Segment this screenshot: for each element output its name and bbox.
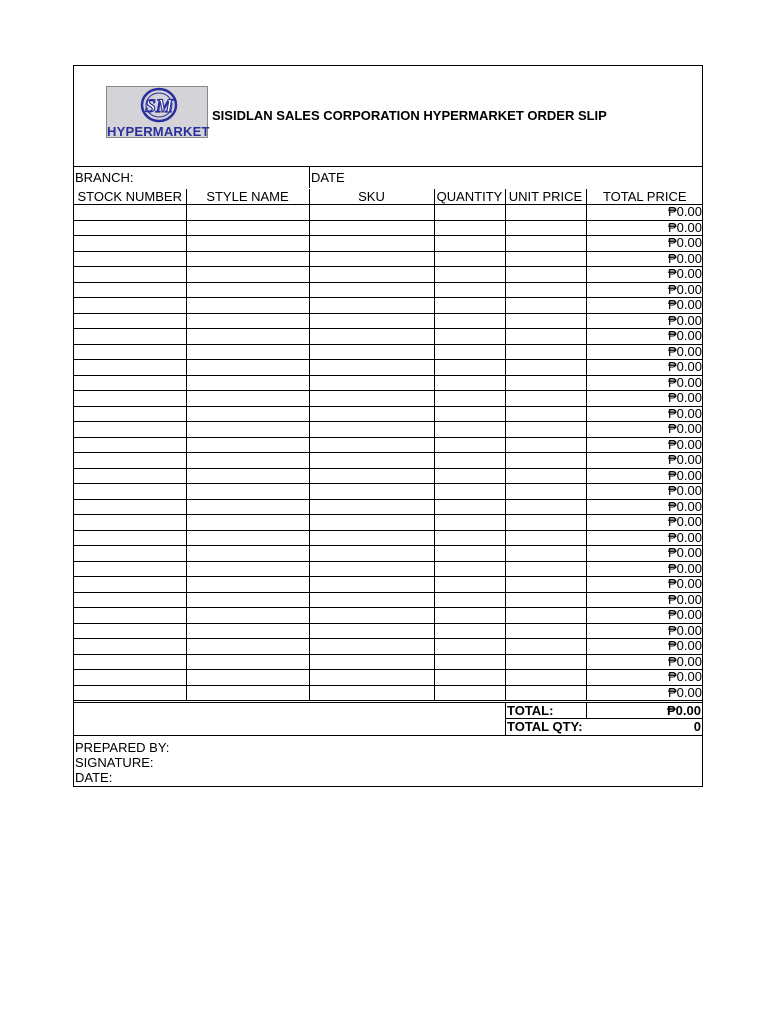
sku-cell[interactable] [309, 530, 434, 546]
stock-number-cell[interactable] [74, 422, 186, 438]
table-row [74, 267, 703, 283]
stock-number-cell[interactable] [74, 546, 186, 562]
quantity-cell[interactable] [434, 561, 505, 577]
stock-number-cell[interactable] [74, 251, 186, 267]
quantity-cell[interactable] [434, 267, 505, 283]
table-row [74, 468, 703, 484]
sku-cell[interactable] [309, 282, 434, 298]
sku-cell[interactable] [309, 499, 434, 515]
stock-number-cell[interactable] [74, 360, 186, 376]
sm-hypermarket-logo [106, 86, 208, 138]
sm-monogram-icon [139, 87, 179, 125]
table-row [74, 515, 703, 531]
total-price-cell: ₱0.00 [586, 313, 703, 329]
style-name-cell[interactable] [186, 515, 309, 531]
quantity-cell[interactable] [434, 623, 505, 639]
style-name-cell[interactable] [186, 592, 309, 608]
total-price-cell: ₱0.00 [586, 236, 703, 252]
sku-cell[interactable] [309, 468, 434, 484]
table-row [74, 623, 703, 639]
prepared-by-label: PREPARED BY: [75, 740, 170, 755]
unit-price-cell[interactable] [505, 360, 586, 376]
table-row [74, 251, 703, 267]
total-price-cell: ₱0.00 [586, 282, 703, 298]
table-row [74, 313, 703, 329]
total-price-cell: ₱0.00 [586, 623, 703, 639]
table-row [74, 236, 703, 252]
style-name-cell[interactable] [186, 236, 309, 252]
sku-cell[interactable] [309, 313, 434, 329]
quantity-cell[interactable] [434, 251, 505, 267]
table-row [74, 344, 703, 360]
stock-number-cell[interactable] [74, 267, 186, 283]
total-price-cell: ₱0.00 [586, 298, 703, 314]
unit-price-cell[interactable] [505, 654, 586, 670]
total-qty-line [506, 719, 702, 734]
total-price-cell: ₱0.00 [586, 670, 703, 686]
style-name-cell[interactable] [186, 422, 309, 438]
total-price-cell: ₱0.00 [586, 515, 703, 531]
stock-number-cell[interactable] [74, 592, 186, 608]
quantity-cell[interactable] [434, 298, 505, 314]
unit-price-cell[interactable] [505, 685, 586, 701]
stock-number-cell[interactable] [74, 236, 186, 252]
quantity-cell[interactable] [434, 608, 505, 624]
sku-cell[interactable] [309, 391, 434, 407]
sku-cell[interactable] [309, 375, 434, 391]
unit-price-cell[interactable] [505, 608, 586, 624]
stock-number-cell[interactable] [74, 608, 186, 624]
unit-price-cell[interactable] [505, 282, 586, 298]
total-price-cell: ₱0.00 [586, 592, 703, 608]
sku-cell[interactable] [309, 422, 434, 438]
table-row [74, 577, 703, 593]
page-title: SISIDLAN SALES CORPORATION HYPERMARKET ORDER SLIP [212, 108, 607, 123]
quantity-cell[interactable] [434, 220, 505, 236]
col-header-total-price: TOTAL PRICE [586, 189, 703, 205]
unit-price-cell[interactable] [505, 220, 586, 236]
stock-number-cell[interactable] [74, 484, 186, 500]
unit-price-cell[interactable] [505, 329, 586, 345]
sku-cell[interactable] [309, 329, 434, 345]
logo-monogram: SM [145, 96, 173, 117]
stock-number-cell[interactable] [74, 577, 186, 593]
style-name-cell[interactable] [186, 329, 309, 345]
stock-number-cell[interactable] [74, 685, 186, 701]
total-price-cell: ₱0.00 [586, 360, 703, 376]
total-price-cell: ₱0.00 [586, 499, 703, 515]
stock-number-cell[interactable] [74, 391, 186, 407]
logo-text: HYPERMARKET [107, 124, 210, 139]
sku-cell[interactable] [309, 437, 434, 453]
sku-cell[interactable] [309, 205, 434, 221]
total-price-cell: ₱0.00 [586, 344, 703, 360]
total-price-cell: ₱0.00 [586, 685, 703, 701]
table-row [74, 375, 703, 391]
quantity-cell[interactable] [434, 453, 505, 469]
quantity-cell[interactable] [434, 515, 505, 531]
table-row [74, 391, 703, 407]
total-price-cell: ₱0.00 [586, 375, 703, 391]
table-header-row [74, 189, 703, 205]
table-row [74, 685, 703, 701]
unit-price-cell[interactable] [505, 236, 586, 252]
total-price-cell: ₱0.00 [586, 267, 703, 283]
stock-number-cell[interactable] [74, 298, 186, 314]
unit-price-cell[interactable] [505, 561, 586, 577]
sku-cell[interactable] [309, 360, 434, 376]
unit-price-cell[interactable] [505, 298, 586, 314]
quantity-cell[interactable] [434, 685, 505, 701]
unit-price-cell[interactable] [505, 422, 586, 438]
stock-number-cell[interactable] [74, 313, 186, 329]
unit-price-cell[interactable] [505, 530, 586, 546]
stock-number-cell[interactable] [74, 530, 186, 546]
stock-number-cell[interactable] [74, 654, 186, 670]
style-name-cell[interactable] [186, 685, 309, 701]
order-table [74, 189, 703, 701]
table-row [74, 406, 703, 422]
stock-number-cell[interactable] [74, 375, 186, 391]
quantity-cell[interactable] [434, 484, 505, 500]
quantity-cell[interactable] [434, 499, 505, 515]
table-row [74, 422, 703, 438]
sku-cell[interactable] [309, 251, 434, 267]
col-header-unit-price: UNIT PRICE [505, 189, 586, 205]
style-name-cell[interactable] [186, 267, 309, 283]
col-header-sku: SKU [309, 189, 434, 205]
unit-price-cell[interactable] [505, 205, 586, 221]
stock-number-cell[interactable] [74, 639, 186, 655]
style-name-cell[interactable] [186, 391, 309, 407]
unit-price-cell[interactable] [505, 251, 586, 267]
quantity-cell[interactable] [434, 422, 505, 438]
unit-price-cell[interactable] [505, 499, 586, 515]
table-row [74, 654, 703, 670]
signature-label: SIGNATURE: [75, 755, 154, 770]
quantity-cell[interactable] [434, 670, 505, 686]
total-price-cell: ₱0.00 [586, 608, 703, 624]
total-value: ₱0.00 [667, 703, 701, 718]
total-price-cell: ₱0.00 [586, 205, 703, 221]
total-price-cell: ₱0.00 [586, 437, 703, 453]
sku-cell[interactable] [309, 592, 434, 608]
stock-number-cell[interactable] [74, 282, 186, 298]
total-price-cell: ₱0.00 [586, 453, 703, 469]
style-name-cell[interactable] [186, 577, 309, 593]
unit-price-cell[interactable] [505, 515, 586, 531]
style-name-cell[interactable] [186, 437, 309, 453]
table-row [74, 220, 703, 236]
quantity-cell[interactable] [434, 313, 505, 329]
style-name-cell[interactable] [186, 360, 309, 376]
total-price-cell: ₱0.00 [586, 251, 703, 267]
sku-cell[interactable] [309, 220, 434, 236]
total-qty-value: 0 [693, 719, 701, 734]
quantity-cell[interactable] [434, 468, 505, 484]
total-price-cell: ₱0.00 [586, 468, 703, 484]
style-name-cell[interactable] [186, 313, 309, 329]
total-price-cell: ₱0.00 [586, 530, 703, 546]
style-name-cell[interactable] [186, 530, 309, 546]
unit-price-cell[interactable] [505, 391, 586, 407]
stock-number-cell[interactable] [74, 220, 186, 236]
style-name-cell[interactable] [186, 375, 309, 391]
quantity-cell[interactable] [434, 437, 505, 453]
sku-cell[interactable] [309, 685, 434, 701]
unit-price-cell[interactable] [505, 344, 586, 360]
table-row [74, 608, 703, 624]
unit-price-cell[interactable] [505, 592, 586, 608]
style-name-cell[interactable] [186, 251, 309, 267]
total-price-cell: ₱0.00 [586, 639, 703, 655]
total-price-cell: ₱0.00 [586, 654, 703, 670]
total-price-cell: ₱0.00 [586, 329, 703, 345]
stock-number-cell[interactable] [74, 205, 186, 221]
style-name-cell[interactable] [186, 639, 309, 655]
sku-cell[interactable] [309, 608, 434, 624]
sku-cell[interactable] [309, 267, 434, 283]
branch-date-row [74, 167, 702, 188]
footer-date-label: DATE: [75, 770, 113, 785]
total-price-cell: ₱0.00 [586, 546, 703, 562]
sku-cell[interactable] [309, 623, 434, 639]
style-name-cell[interactable] [186, 453, 309, 469]
total-price-cell: ₱0.00 [586, 220, 703, 236]
total-price-cell: ₱0.00 [586, 561, 703, 577]
table-row [74, 282, 703, 298]
unit-price-cell[interactable] [505, 546, 586, 562]
stock-number-cell[interactable] [74, 561, 186, 577]
unit-price-cell[interactable] [505, 375, 586, 391]
sku-cell[interactable] [309, 298, 434, 314]
total-price-cell: ₱0.00 [586, 406, 703, 422]
total-label: TOTAL: [507, 703, 554, 718]
sku-cell[interactable] [309, 577, 434, 593]
quantity-cell[interactable] [434, 236, 505, 252]
sku-cell[interactable] [309, 670, 434, 686]
col-header-quantity: QUANTITY [434, 189, 505, 205]
table-row [74, 360, 703, 376]
style-name-cell[interactable] [186, 654, 309, 670]
unit-price-cell[interactable] [505, 468, 586, 484]
table-row [74, 499, 703, 515]
col-header-stock-number: STOCK NUMBER [74, 189, 186, 205]
order-table-body [74, 205, 703, 701]
branch-label: BRANCH: [75, 170, 134, 185]
stock-number-cell[interactable] [74, 499, 186, 515]
stock-number-cell[interactable] [74, 437, 186, 453]
sku-cell[interactable] [309, 453, 434, 469]
sku-cell[interactable] [309, 484, 434, 500]
table-row [74, 484, 703, 500]
unit-price-cell[interactable] [505, 406, 586, 422]
sku-cell[interactable] [309, 546, 434, 562]
table-row [74, 561, 703, 577]
stock-number-cell[interactable] [74, 670, 186, 686]
stock-number-cell[interactable] [74, 344, 186, 360]
style-name-cell[interactable] [186, 282, 309, 298]
quantity-cell[interactable] [434, 360, 505, 376]
style-name-cell[interactable] [186, 561, 309, 577]
sku-cell[interactable] [309, 344, 434, 360]
style-name-cell[interactable] [186, 484, 309, 500]
style-name-cell[interactable] [186, 406, 309, 422]
unit-price-cell[interactable] [505, 577, 586, 593]
table-row [74, 453, 703, 469]
table-row [74, 670, 703, 686]
style-name-cell[interactable] [186, 220, 309, 236]
stock-number-cell[interactable] [74, 453, 186, 469]
stock-number-cell[interactable] [74, 468, 186, 484]
unit-price-cell[interactable] [505, 453, 586, 469]
quantity-cell[interactable] [434, 406, 505, 422]
unit-price-cell[interactable] [505, 639, 586, 655]
total-price-cell: ₱0.00 [586, 391, 703, 407]
table-row [74, 546, 703, 562]
date-label: DATE [311, 170, 345, 185]
sku-cell[interactable] [309, 406, 434, 422]
table-row [74, 298, 703, 314]
stock-number-cell[interactable] [74, 329, 186, 345]
style-name-cell[interactable] [186, 468, 309, 484]
style-name-cell[interactable] [186, 499, 309, 515]
style-name-cell[interactable] [186, 623, 309, 639]
quantity-cell[interactable] [434, 282, 505, 298]
total-qty-label: TOTAL QTY: [507, 719, 583, 734]
quantity-cell[interactable] [434, 329, 505, 345]
col-header-style-name: STYLE NAME [186, 189, 309, 205]
sku-cell[interactable] [309, 561, 434, 577]
branch-date-divider [309, 167, 310, 188]
stock-number-cell[interactable] [74, 406, 186, 422]
quantity-cell[interactable] [434, 530, 505, 546]
totals-section [74, 702, 702, 736]
quantity-cell[interactable] [434, 391, 505, 407]
quantity-cell[interactable] [434, 592, 505, 608]
sku-cell[interactable] [309, 639, 434, 655]
sku-cell[interactable] [309, 654, 434, 670]
style-name-cell[interactable] [186, 205, 309, 221]
table-row [74, 437, 703, 453]
quantity-cell[interactable] [434, 375, 505, 391]
total-line [506, 703, 702, 719]
quantity-cell[interactable] [434, 577, 505, 593]
total-price-cell: ₱0.00 [586, 422, 703, 438]
unit-price-cell[interactable] [505, 484, 586, 500]
quantity-cell[interactable] [434, 546, 505, 562]
unit-price-cell[interactable] [505, 670, 586, 686]
quantity-cell[interactable] [434, 344, 505, 360]
stock-number-cell[interactable] [74, 623, 186, 639]
table-row [74, 329, 703, 345]
order-slip-sheet [73, 65, 703, 787]
stock-number-cell[interactable] [74, 515, 186, 531]
quantity-cell[interactable] [434, 639, 505, 655]
quantity-cell[interactable] [434, 654, 505, 670]
slip-header [74, 66, 702, 167]
table-row [74, 205, 703, 221]
sku-cell[interactable] [309, 236, 434, 252]
style-name-cell[interactable] [186, 344, 309, 360]
style-name-cell[interactable] [186, 670, 309, 686]
style-name-cell[interactable] [186, 546, 309, 562]
table-row [74, 592, 703, 608]
quantity-cell[interactable] [434, 205, 505, 221]
unit-price-cell[interactable] [505, 623, 586, 639]
table-row [74, 639, 703, 655]
unit-price-cell[interactable] [505, 267, 586, 283]
style-name-cell[interactable] [186, 608, 309, 624]
table-row [74, 530, 703, 546]
unit-price-cell[interactable] [505, 437, 586, 453]
unit-price-cell[interactable] [505, 313, 586, 329]
style-name-cell[interactable] [186, 298, 309, 314]
total-price-cell: ₱0.00 [586, 577, 703, 593]
sku-cell[interactable] [309, 515, 434, 531]
total-price-cell: ₱0.00 [586, 484, 703, 500]
